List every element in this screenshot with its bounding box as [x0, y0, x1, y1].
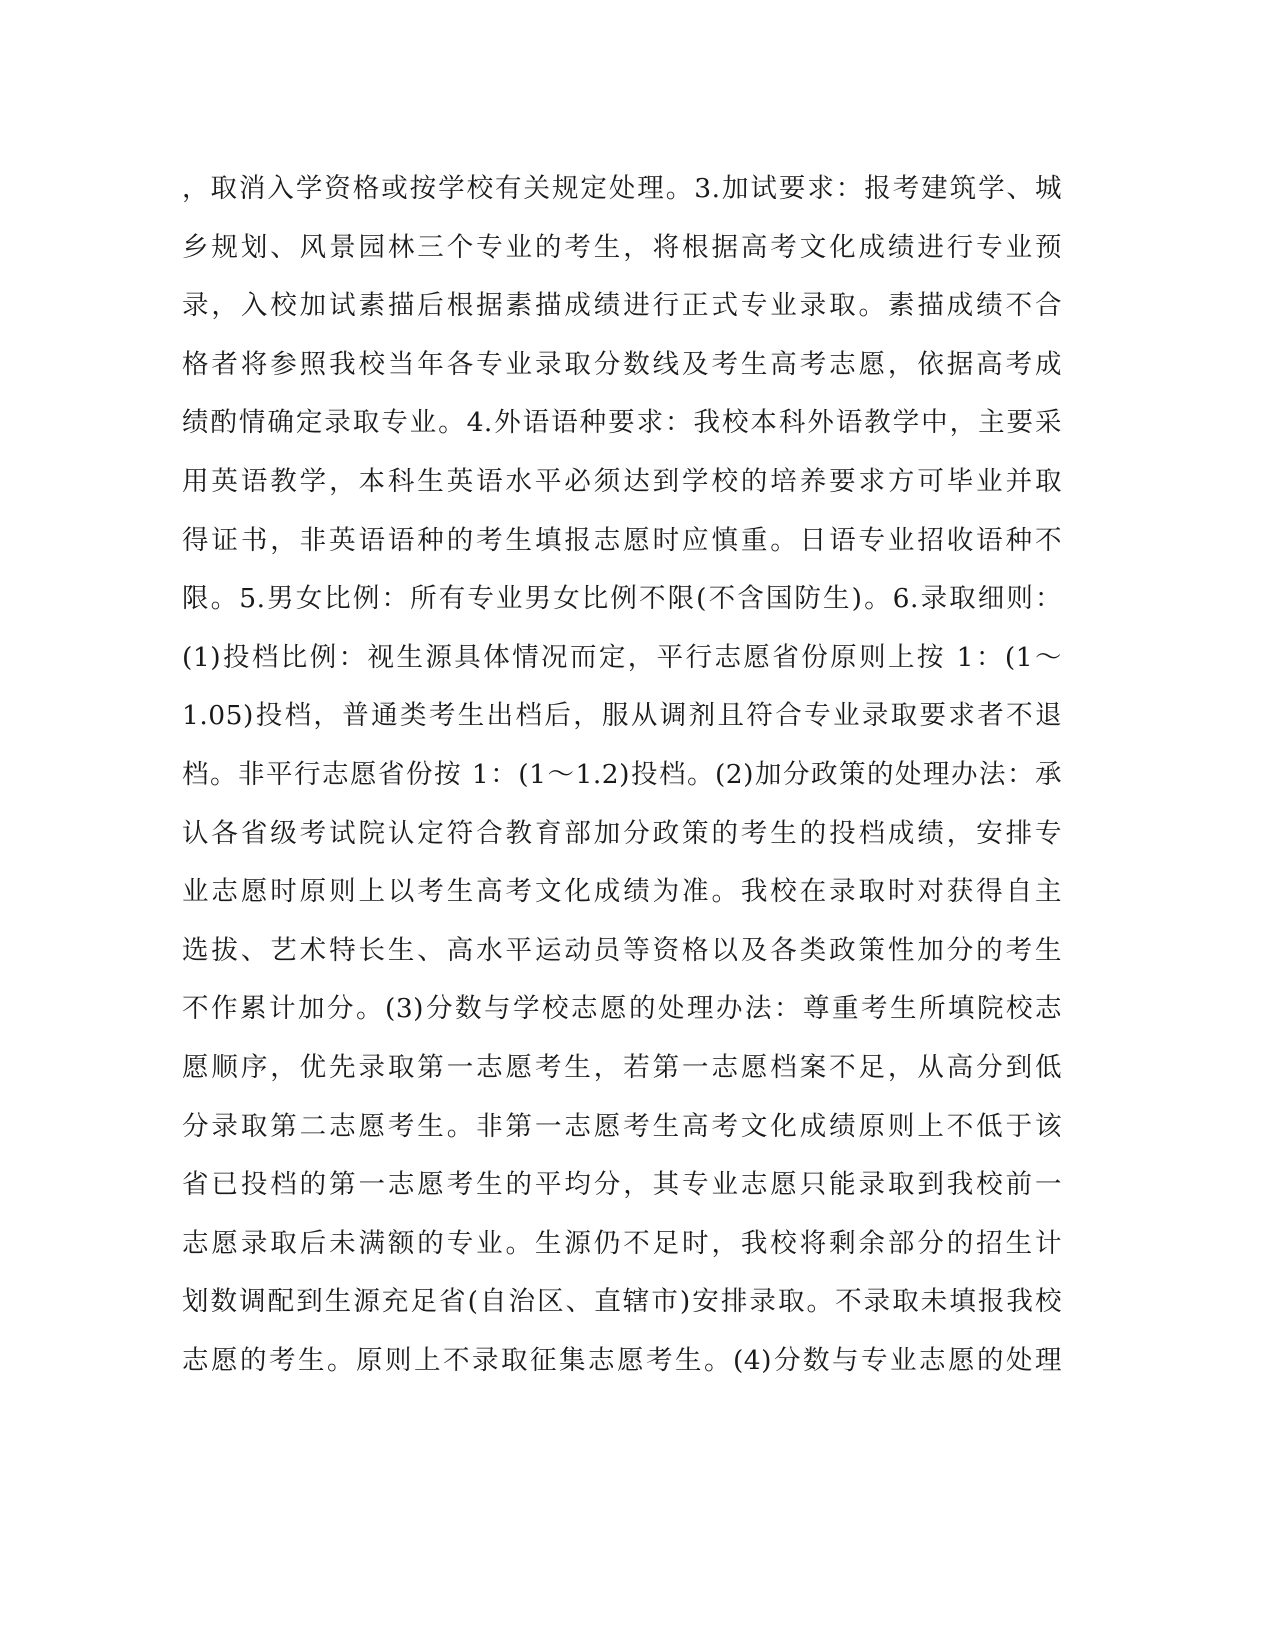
text-line: 业志愿时原则上以考生高考文化成绩为准。我校在录取时对获得自主 — [182, 876, 1062, 908]
text-line: 分录取第二志愿考生。非第一志愿考生高考文化成绩原则上不低于该 — [182, 1110, 1062, 1142]
text-line: (1)投档比例：视生源具体情况而定，平行志愿省份原则上按 1：(1～ — [182, 641, 1062, 673]
text-line: 绩酌情确定录取专业。4.外语语种要求：我校本科外语教学中，主要采 — [182, 407, 1062, 439]
text-line: 选拔、艺术特长生、高水平运动员等资格以及各类政策性加分的考生 — [182, 934, 1062, 966]
text-line: 志愿的考生。原则上不录取征集志愿考生。(4)分数与专业志愿的处理 — [182, 1344, 1062, 1376]
text-line: 省已投档的第一志愿考生的平均分，其专业志愿只能录取到我校前一 — [182, 1169, 1062, 1201]
text-line: 用英语教学，本科生英语水平必须达到学校的培养要求方可毕业并取 — [182, 465, 1062, 497]
text-line: 1.05)投档，普通类考生出档后，服从调剂且符合专业录取要求者不退 — [182, 700, 1062, 732]
text-line: 不作累计加分。(3)分数与学校志愿的处理办法：尊重考生所填院校志 — [182, 993, 1062, 1025]
text-line: 乡规划、风景园林三个专业的考生，将根据高考文化成绩进行专业预 — [182, 231, 1062, 263]
text-line: 档。非平行志愿省份按 1：(1～1.2)投档。(2)加分政策的处理办法：承 — [182, 758, 1062, 790]
body-text — [182, 160, 1062, 1390]
text-line: 得证书，非英语语种的考生填报志愿时应慎重。日语专业招收语种不 — [182, 524, 1062, 556]
text-line: 录，入校加试素描后根据素描成绩进行正式专业录取。素描成绩不合 — [182, 290, 1062, 322]
text-line: 划数调配到生源充足省(自治区、直辖市)安排录取。不录取未填报我校 — [182, 1286, 1062, 1318]
text-line: 限。5.男女比例：所有专业男女比例不限(不含国防生)。6.录取细则： — [182, 583, 1062, 615]
text-line: 认各省级考试院认定符合教育部加分政策的考生的投档成绩，安排专 — [182, 817, 1062, 849]
text-line: 格者将参照我校当年各专业录取分数线及考生高考志愿，依据高考成 — [182, 348, 1062, 380]
text-line: 愿顺序，优先录取第一志愿考生，若第一志愿档案不足，从高分到低 — [182, 1051, 1062, 1083]
text-line: ，取消入学资格或按学校有关规定处理。3.加试要求：报考建筑学、城 — [182, 173, 1062, 204]
text-line: 志愿录取后未满额的专业。生源仍不足时，我校将剩余部分的招生计 — [182, 1227, 1062, 1259]
